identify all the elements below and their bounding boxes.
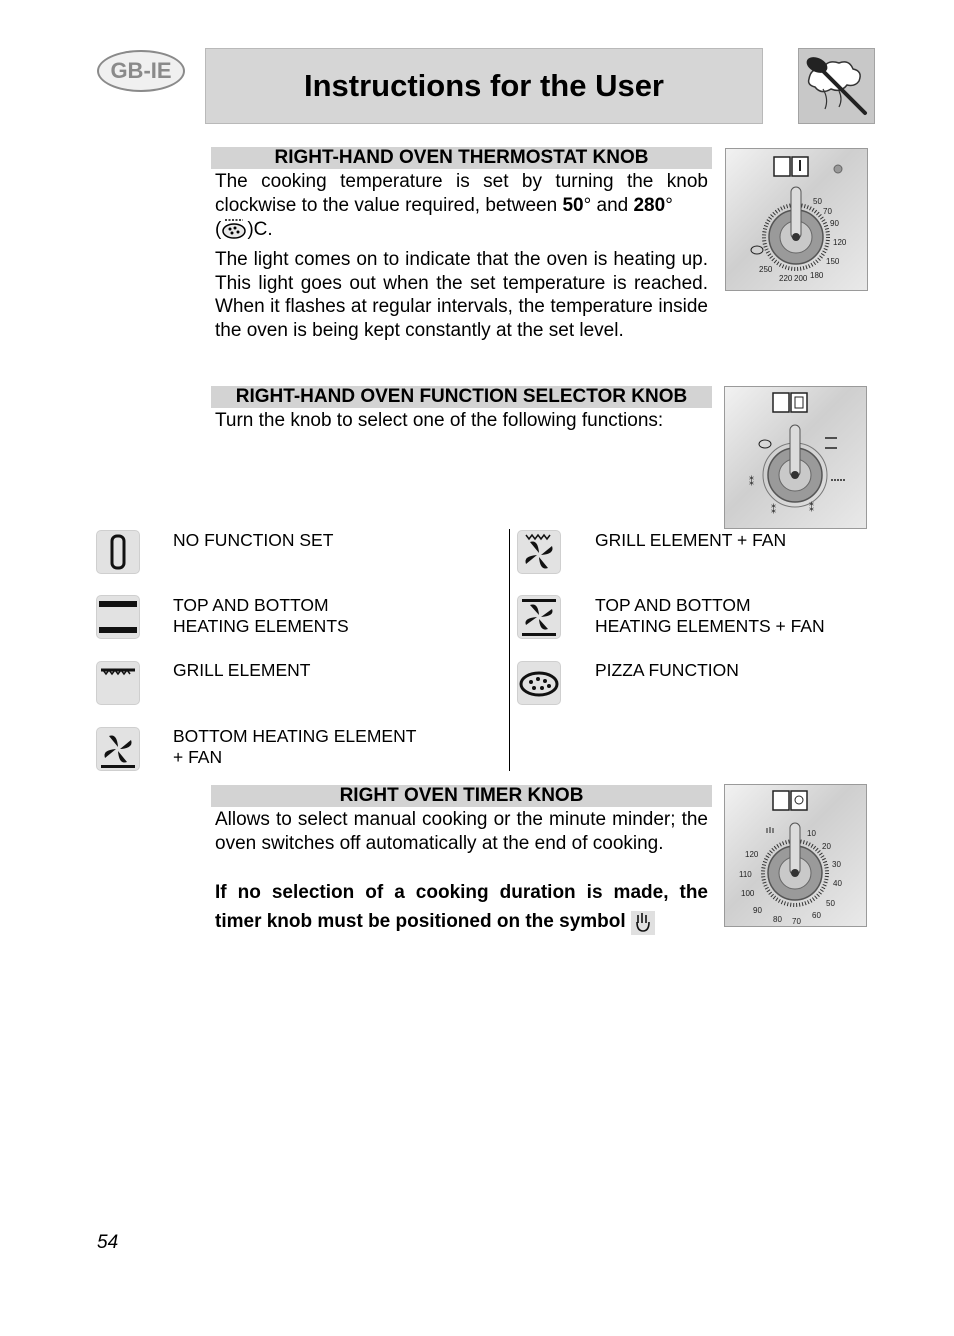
thermostat-p1-e: )C. [247,219,273,240]
thermo-dial-label: 250 [759,265,773,274]
timer-dial-label: 40 [833,879,842,888]
thermo-dial-label: 50 [813,197,822,206]
selector-heading: RIGHT-HAND OVEN FUNCTION SELECTOR KNOB [211,386,712,408]
page-number: 54 [97,1232,119,1253]
region-badge-text: GB-IE [110,58,172,83]
thermostat-knob-panel [725,148,868,291]
thermostat-p1-b: ° and [583,194,634,216]
function-label-line2: HEATING ELEMENTS [173,616,349,636]
function-label-line1: TOP AND BOTTOM [595,595,751,615]
function-label-line1: TOP AND BOTTOM [173,595,329,615]
thermostat-p1-c: ° [665,194,673,216]
temp-max-value: 280 [633,194,666,216]
svg-text:⁑: ⁑ [809,503,814,514]
thermo-dial-label: 200 [794,274,808,283]
temp-min-value: 50 [562,194,584,216]
function-label [595,595,825,637]
timer-p2-text: If no selection of a cooking duration is made, the timer knob must be positioned on the symbol [215,882,708,932]
thermo-dial-label: 150 [826,257,840,266]
timer-knob-panel [724,784,867,927]
timer-paragraph-2 [215,878,708,936]
page-title: Instructions for the User [304,68,664,103]
timer-heading: RIGHT OVEN TIMER KNOB [211,785,712,807]
timer-dial-label: 70 [792,917,801,926]
thermostat-paragraph-1 [215,170,708,248]
timer-dial-label: 80 [773,915,782,924]
svg-text:⁑: ⁑ [749,477,754,488]
chef-spoon-icon [798,48,875,124]
thermostat-p1-a: The cooking temperature is set by turning the knob clockwise to the value required, between [215,171,708,216]
timer-dial-label: 50 [826,899,835,908]
timer-dial-label: 60 [812,911,821,920]
function-label-line1: BOTTOM HEATING ELEMENT [173,726,417,746]
thermo-dial-label: 70 [823,207,832,216]
timer-dial-label: 110 [739,870,752,879]
bottom-heating-fan-icon [96,727,140,771]
pizza-function-icon [517,661,561,705]
region-badge [97,50,185,92]
thermo-dial-label: 180 [810,271,824,280]
no-function-icon [96,530,140,574]
thermostat-paragraph-2: The light comes on to indicate that the oven is heating up. This light goes out when the set temperature is reached. When it flashes at regular intervals, the temperature inside the oven is being kept constantly at the set level. [215,249,708,341]
timer-dial-label: 20 [822,842,831,851]
function-label: GRILL ELEMENT + FAN [595,530,787,550]
function-label [173,726,416,768]
timer-dial-label: 30 [832,860,841,869]
function-label [173,595,349,637]
thermostat-heading: RIGHT-HAND OVEN THERMOSTAT KNOB [211,147,712,169]
thermo-dial-label: 220 [779,274,793,283]
function-label-line2: HEATING ELEMENTS + FAN [595,616,825,636]
function-label-line2: + FAN [173,747,223,767]
selector-knob-panel [724,386,867,529]
function-label: GRILL ELEMENT [173,660,311,680]
top-bottom-heating-fan-icon [517,595,561,639]
function-label: NO FUNCTION SET [173,530,334,550]
thermo-dial-label: 90 [830,219,839,228]
timer-paragraph-1: Allows to select manual cooking or the minute minder; the oven switches off automatically at the end of cooking. [215,809,708,854]
thermo-dial-label: 120 [833,238,847,247]
grill-fan-icon [517,530,561,574]
top-bottom-heating-icon [96,595,140,639]
pizza-icon [221,217,247,248]
timer-dial-label: 100 [741,889,755,898]
grill-icon [96,661,140,705]
svg-text:⁑: ⁑ [771,505,776,516]
timer-dial-label: 10 [807,829,816,838]
timer-dial-label: 90 [753,906,762,915]
function-label: PIZZA FUNCTION [595,660,739,680]
selector-intro: Turn the knob to select one of the following functions: [215,410,664,431]
thermostat-p1-d: ( [215,219,222,240]
column-divider [509,529,510,771]
page-title-bar [205,48,763,124]
manual-cooking-icon [631,911,655,935]
timer-dial-label: 120 [745,850,759,859]
